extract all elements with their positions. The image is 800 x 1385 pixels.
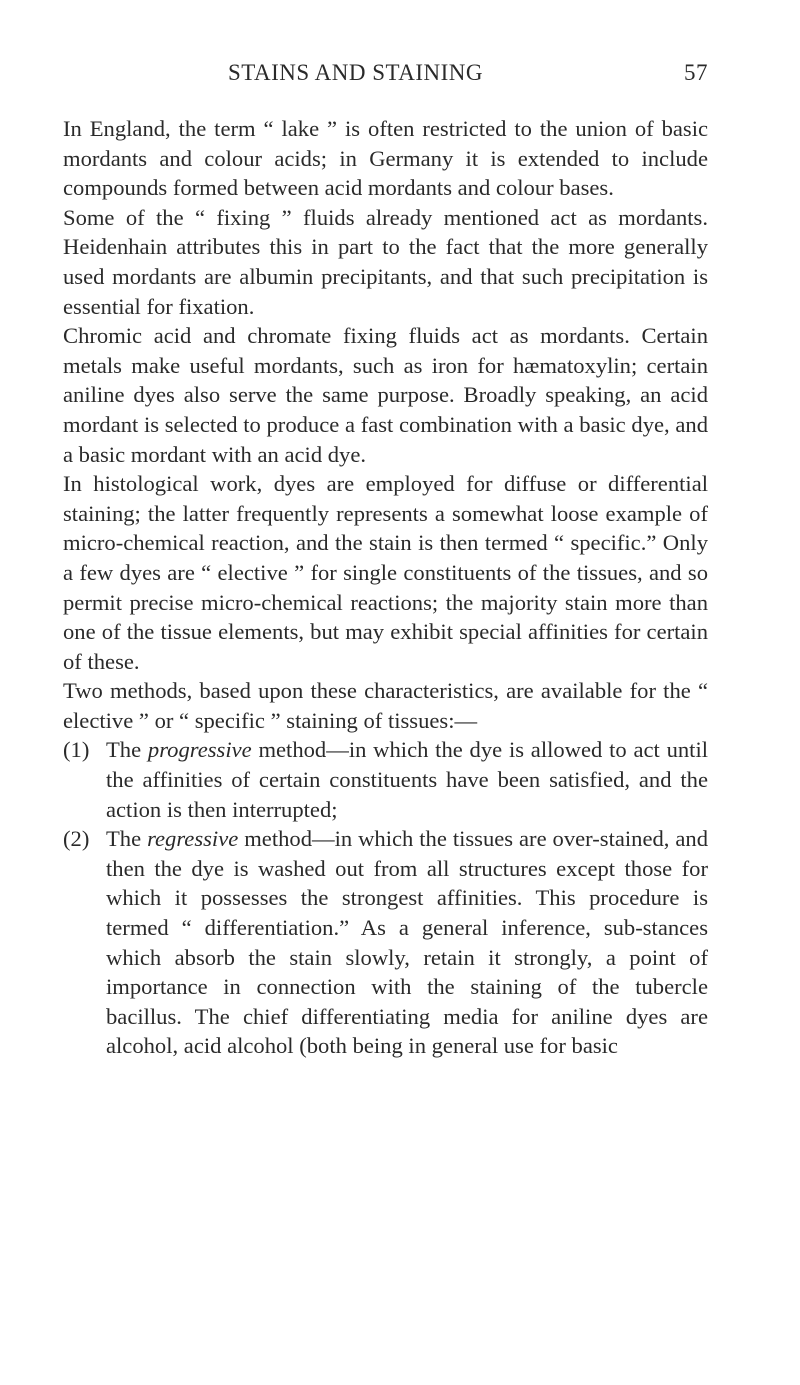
paragraph-lake-definition: In England, the term “ lake ” is often restricted to the union of basic mordants and colour acids; in Germany it is extended to include compounds formed between acid mordants and colour bases. [63,116,708,201]
paragraph-fixing-fluids: Some of the “ fixing ” fluids already mentioned act as mordants. Heidenhain attributes this in part to the fact that the more generally used mordants are albumin precipitants, and that such precipitation is essential for fixation. [63,204,708,319]
list-item-lead: The [106,737,148,763]
term-regressive: regressive [147,826,239,852]
list-item-body: method—in which the dye is allowed to act until the affinities of certain constituents have been satisfied, and the action is then interrupted; [106,737,709,822]
body-text [63,114,708,1061]
running-title: STAINS AND STAINING [228,60,483,85]
list-item-progressive [63,735,708,824]
list-item-text [106,735,708,824]
list-item-regressive [63,824,708,1061]
list-item-body: method—in which the tissues are over-stained, and then the dye is washed out from all structures except those for which it possesses the strongest affinities. This procedure is termed “ differentiation.” As a general inference, sub-stances which absorb the stain slowly, retain it strongly, a point of importance in connection with the staining of the tubercle bacillus. The chief differentiating media for aniline dyes are alcohol, acid alcohol (both being in general use for basic [106,826,708,1059]
list-item-text [106,824,708,1061]
paragraph-two-methods: Two methods, based upon these characteristics, are available for the “ elective ” or “ specific ” staining of tissues:— [63,678,708,733]
term-progressive: progressive [147,737,252,763]
list-item-lead: The [106,826,148,852]
paragraph-histological-work: In histological work, dyes are employed for diffuse or differential staining; the latter frequently represents a somewhat loose example of micro-chemical reaction, and the stain is then termed “ specific.” Only a few dyes are “ elective ” for single constituents of the tissues, and so permit precise micro-chemical reactions; the majority stain more than one of the tissue elements, but may exhibit special affinities for certain of these. [63,471,708,674]
page-number: 57 [684,60,708,85]
list-number: (2) [63,826,90,852]
paragraph-chromic-acid: Chromic acid and chromate fixing fluids act as mordants. Certain metals make useful mordants, such as iron for hæmatoxylin; certain aniline dyes also serve the same purpose. Broadly speaking, an acid mordant is selected to produce a fast combination with a basic dye, and a basic mordant with an acid dye. [63,323,708,467]
list-number: (1) [63,737,90,763]
running-head [228,60,708,90]
